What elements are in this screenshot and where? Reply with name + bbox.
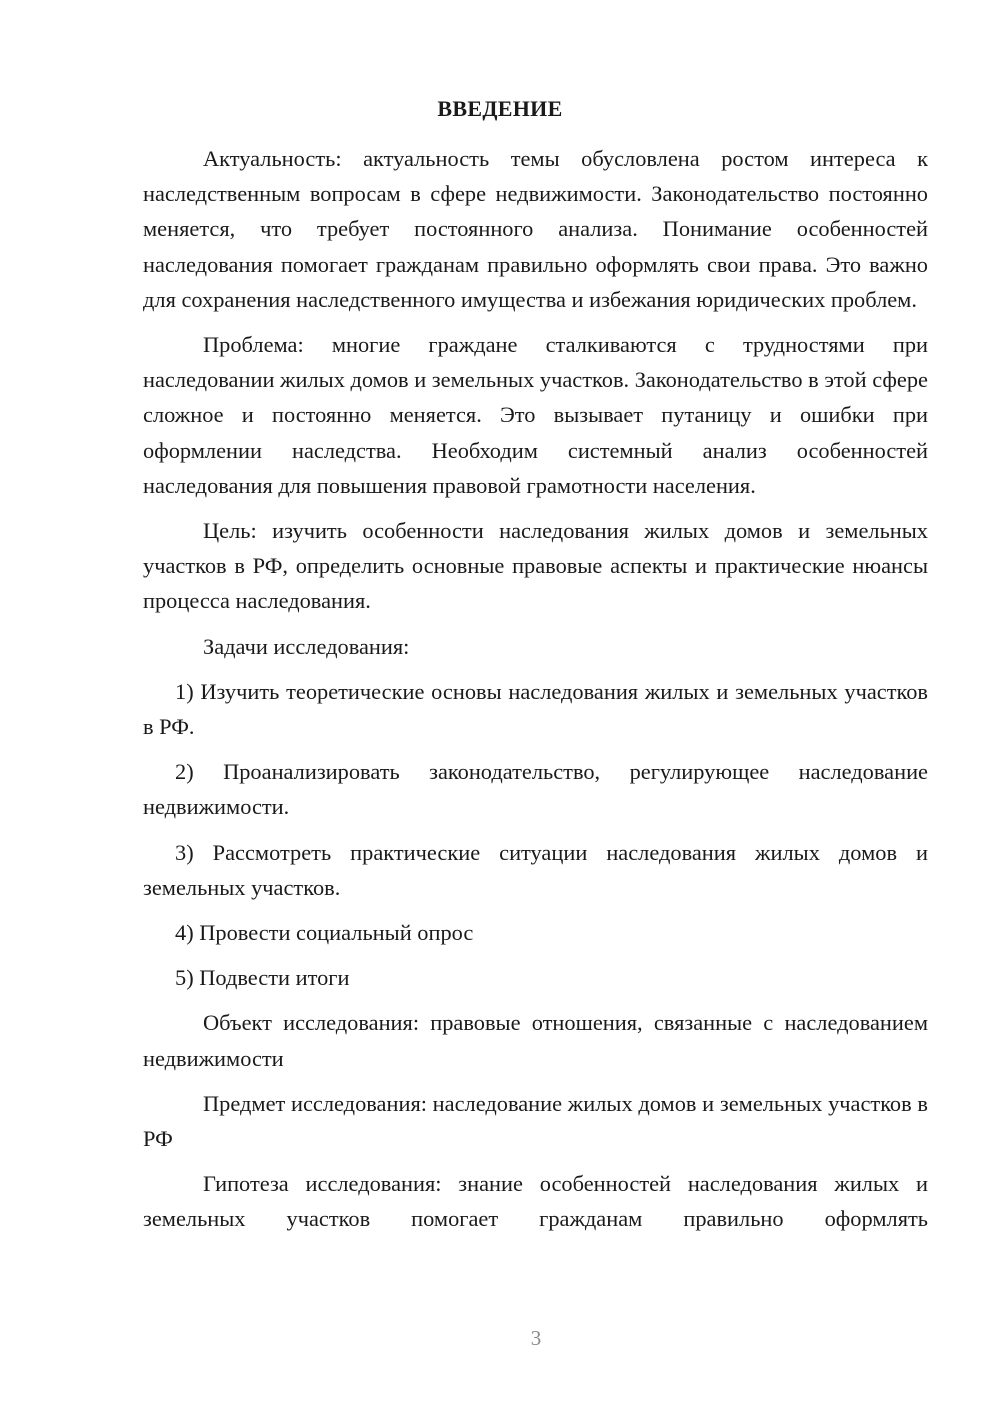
task-item-1: 1) Изучить теоретические основы наследования жилых и земельных участков в РФ.	[143, 678, 928, 740]
task-item-4: 4) Провести социальный опрос	[175, 920, 474, 946]
object-paragraph: Объект исследования: правовые отношения, связанные с наследованием недвижимости	[143, 1010, 928, 1071]
tasks-heading: Задачи исследования:	[203, 633, 410, 659]
task-item-3: 3) Рассмотреть практические ситуации наследования жилых домов и земельных участков.	[143, 839, 928, 900]
subject-paragraph: Предмет исследования: наследование жилых домов и земельных участков в РФ	[143, 1090, 928, 1152]
page-number: 3	[530, 1326, 542, 1350]
task-item-5: 5) Подвести итоги	[175, 965, 350, 991]
document-body	[143, 141, 928, 1237]
page-title: ВВЕДЕНИЕ	[437, 96, 563, 121]
relevance-paragraph: Актуальность: актуальность темы обусловлена ростом интереса к наследственным вопросам в сфере недвижимости. Законодательство постоянно меняется, что требует постоянного анализа. Понимание особенностей наследования помогает гражданам правильно оформлять свои права. Это важно для сохранения наследственного имущества и избежания юридических проблем.	[143, 146, 928, 312]
problem-paragraph: Проблема: многие граждане сталкиваются с трудностями при наследовании жилых домов и земельных участков. Законодательство в этой сфере сложное и постоянно меняется. Это вызывает путаницу и ошибки при оформлении наследства. Необходим системный анализ особенностей наследования для повышения правовой грамотности населения.	[143, 332, 928, 498]
hypothesis-paragraph: Гипотеза исследования: знание особенностей наследования жилых и земельных участков помогает гражданам правильно оформлять	[143, 1171, 928, 1232]
goal-paragraph: Цель: изучить особенности наследования жилых домов и земельных участков в РФ, определить основные правовые аспекты и практические нюансы процесса наследования.	[143, 518, 928, 614]
task-item-2: 2) Проанализировать законодательство, регулирующее наследование недвижимости.	[143, 759, 928, 820]
